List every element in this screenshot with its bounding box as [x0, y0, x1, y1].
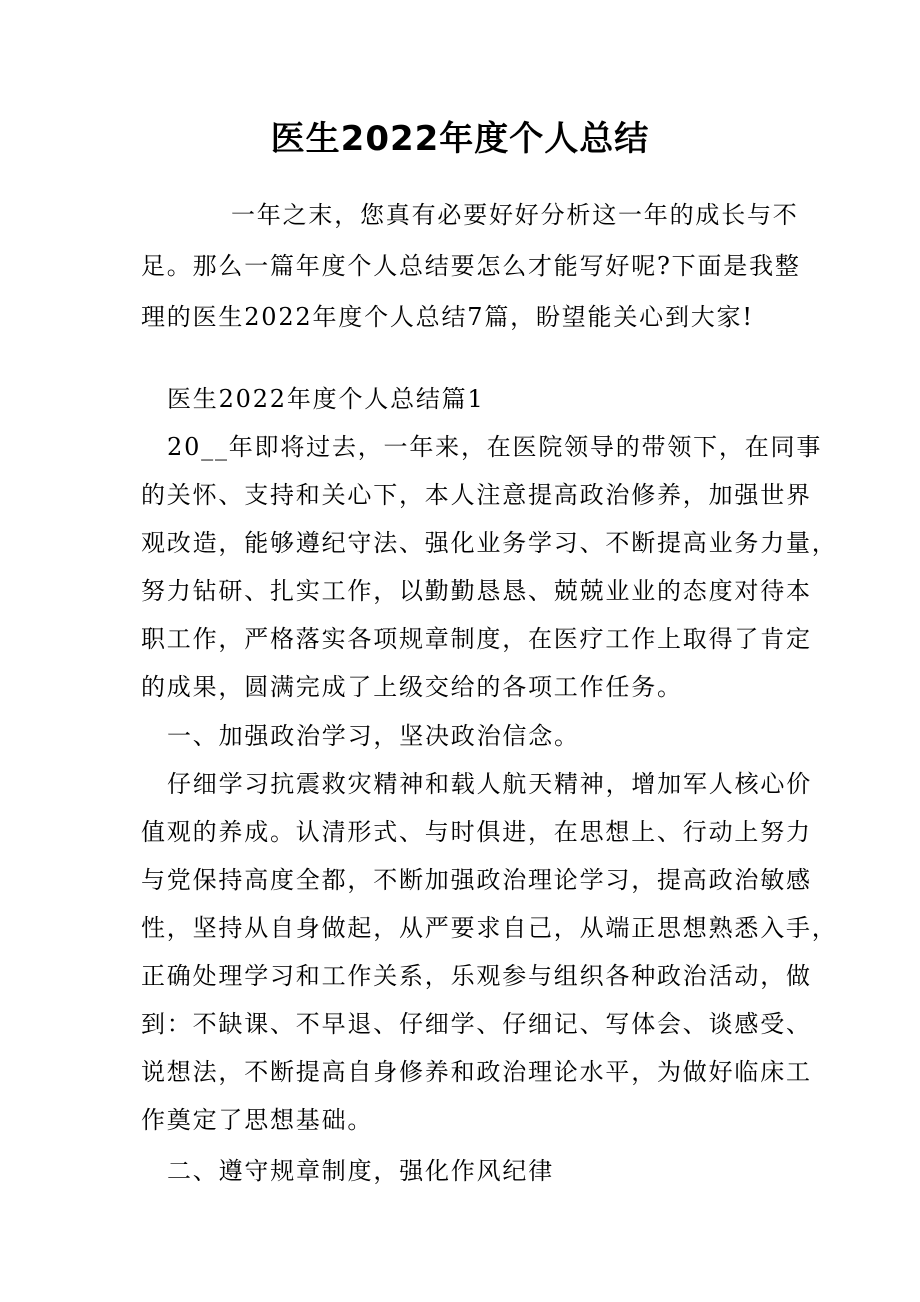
- document-title: 医生2022年度个人总结: [270, 119, 650, 159]
- subheading: 二、遵守规章制度，强化作风纪律: [167, 1157, 554, 1185]
- intro-line: 一年之末，您真有必要好好分析这一年的成长与不: [231, 201, 799, 229]
- subheading: 一、加强政治学习，坚决政治信念。: [167, 722, 580, 750]
- paragraph-line: 的成果，圆满完成了上级交给的各项工作任务。: [141, 673, 683, 701]
- section-heading-block: [141, 375, 781, 423]
- heading-2-block: [141, 1147, 781, 1195]
- paragraph-line: 20__年即将过去，一年来，在医院领导的带领下，在同事: [167, 433, 823, 461]
- paragraph-1: [141, 423, 838, 711]
- paragraph-line: 与党保持高度全都，不断加强政治理论学习，提高政治敏感: [141, 866, 812, 894]
- paragraph-line: 正确处理学习和工作关系，乐观参与组织各种政治活动，做: [141, 962, 812, 990]
- paragraph-line: 值观的养成。认清形式、与时俱进，在思想上、行动上努力: [141, 818, 812, 846]
- paragraph-line: 职工作，严格落实各项规章制度，在医疗工作上取得了肯定: [141, 625, 812, 653]
- paragraph-line: 作奠定了思想基础。: [141, 1106, 374, 1134]
- paragraph-line: 到：不缺课、不早退、仔细学、仔细记、写体会、谈感受、: [141, 1010, 812, 1038]
- paragraph-line: 的关怀、支持和关心下，本人注意提高政治修养，加强世界: [141, 481, 812, 509]
- paragraph-line: 性，坚持从自身做起，从严要求自己，从端正思想熟悉入手，: [141, 914, 838, 942]
- intro-line: 理的医生2022年度个人总结7篇，盼望能关心到大家!: [141, 303, 754, 331]
- paragraph-line: 观改造，能够遵纪守法、强化业务学习、不断提高业务力量，: [141, 529, 838, 557]
- paragraph-line: 仔细学习抗震救灾精神和载人航天精神，增加军人核心价: [167, 770, 812, 798]
- section-heading: 医生2022年度个人总结篇1: [167, 385, 485, 413]
- paragraph-2: [141, 760, 838, 1144]
- paragraph-line: 努力钻研、扎实工作，以勤勤恳恳、兢兢业业的态度对待本: [141, 577, 812, 605]
- intro-line: 足。那么一篇年度个人总结要怎么才能写好呢?下面是我整: [141, 252, 801, 280]
- paragraph-line: 说想法，不断提高自身修养和政治理论水平，为做好临床工: [141, 1058, 812, 1086]
- intro-paragraph: [141, 190, 801, 343]
- heading-1-block: [141, 712, 781, 760]
